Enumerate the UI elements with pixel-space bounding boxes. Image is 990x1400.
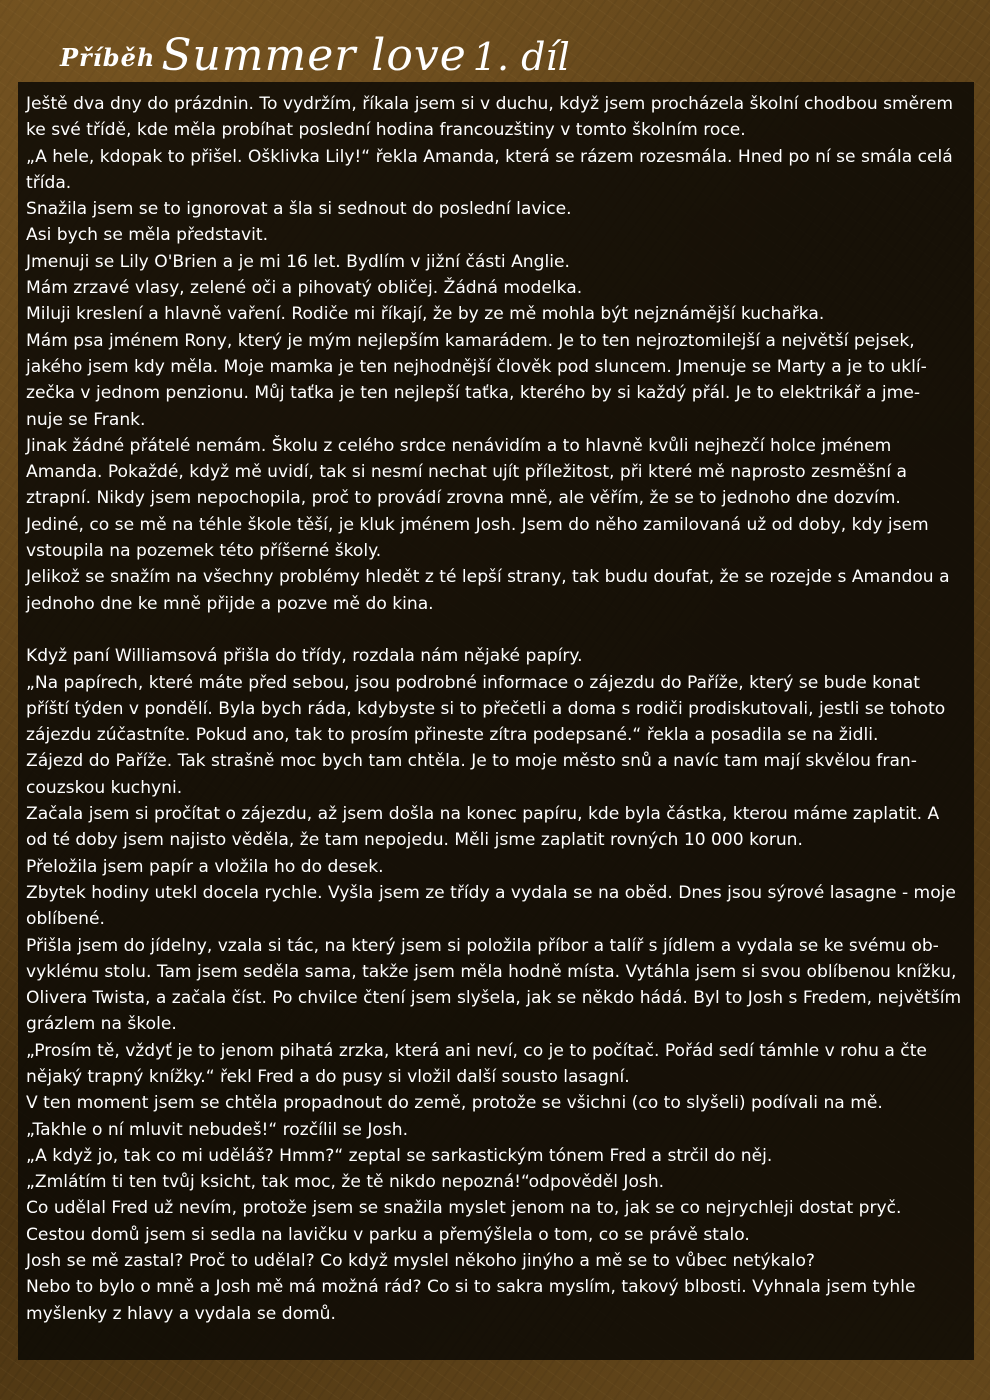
story-paragraph: Zbytek hodiny utekl docela rychle. Vyšla jsem ze třídy a vydala se na oběd. Dnes jsou sýrové lasagne - moje oblíbené.	[26, 882, 956, 930]
story-paragraph: V ten moment jsem se chtěla propadnout do země, protože se všichni (co to slyšeli) podívali na mě.	[26, 1093, 883, 1114]
story-label: Příběh	[60, 43, 156, 72]
story-paragraph: „A hele, kdopak to přišel. Ošklivka Lily!“ řekla Amanda, která se rázem rozesmála. Hned po ní se smála celá třída.	[26, 146, 953, 193]
story-paragraph: Přišla jsem do jídelny, vzala si tác, na který jsem si položila příbor a talíř s jídlem a vydala se ke svému ob- vyklému stolu. Tam jsem seděla sama, takže jsem měla hodně místa. Vytáhla jsem si svou oblíbenou knížku, Olivera Twista, a začala číst. Po chvilce čtení jsem slyšela, jak se někdo hádá. Byl to Josh s Fredem, největším grázlem na škole.	[26, 935, 962, 1035]
story-name: Summer love	[161, 30, 467, 81]
story-paragraph: „Prosím tě, vždyť je to jenom pihatá zrzka, která ani neví, co je to počítač. Pořád sedí támhle v rohu a čte nějaký trapný knížky.“ řekl Fred a do pusy si vložil další sousto lasagní.	[26, 1040, 927, 1087]
story-paragraph: Zájezd do Paříže. Tak strašně moc bych tam chtěla. Je to moje město snů a navíc tam mají skvělou fran- couzskou kuchyni.	[26, 751, 917, 798]
story-part: 1. díl	[472, 35, 570, 79]
story-paragraph: Mám zrzavé vlasy, zelené oči a pihovatý obličej. Žádná modelka.	[26, 278, 583, 299]
story-paragraph: „Na papírech, které máte před sebou, jsou podrobné informace o zájezdu do Paříže, který se bude konat příští týden v pondělí. Byla bych ráda, kdybyste si to přečetli a doma s rodiči prodiskutovali, jestli se tohoto zájezdu zúčastníte. Pokud ano, tak to prosím přineste zítra podepsané.“ řekla a posadila se na židli.	[26, 672, 946, 746]
story-paragraph: „Takhle o ní mluvit nebudeš!“ rozčílil se Josh.	[26, 1119, 409, 1140]
story-paragraph: Když paní Williamsová přišla do třídy, rozdala nám nějaké papíry.	[26, 646, 583, 667]
story-paragraph: Jinak žádné přátelé nemám. Školu z celého srdce nenávidím a to hlavně kvůli nejhezčí holce jménem Amanda. Pokaždé, když mě uvidí, tak si nesmí nechat ujít příležitost, při které mě naprosto zesměšní a ztrapní. Nikdy jsem nepochopila, proč to provádí zrovna mně, ale věřím, že se to jednoho dne dozvím.	[26, 435, 908, 509]
story-title	[60, 18, 570, 80]
story-text-panel	[18, 82, 974, 1360]
story-paragraph: Mám psa jménem Rony, který je mým nejlepším kamarádem. Je to ten nejroztomilejší a největší pejsek, jakého jsem kdy měla. Moje mamka je ten nejhodnější člověk pod sluncem. Jmenuje se Marty a je to uklí- zečka v jednom penzionu. Můj taťka je ten nejlepší taťka, kterého by si každý přál. Je to elektrikář a jme- nuje se Frank.	[26, 330, 927, 430]
story-paragraph: Nebo to bylo o mně a Josh mě má možná rád? Co si to sakra myslím, takový blbosti. Vyhnala jsem tyhle myšlenky z hlavy a vydala se domů.	[26, 1277, 916, 1324]
story-paragraph: Jmenuji se Lily O'Brien a je mi 16 let. Bydlím v jižní části Anglie.	[26, 251, 570, 272]
story-paragraph: „Zmlátím ti ten tvůj ksicht, tak moc, že tě nikdo nepozná!“odpověděl Josh.	[26, 1172, 665, 1193]
story-paragraph: Přeložila jsem papír a vložila ho do desek.	[26, 856, 384, 877]
story-paragraph: Miluji kreslení a hlavně vaření. Rodiče mi říkají, že by ze mě mohla být nejznámější kuchařka.	[26, 304, 825, 325]
story-paragraph: Asi bych se měla představit.	[26, 225, 269, 246]
story-paragraph: Jelikož se snažím na všechny problémy hledět z té lepší strany, tak budu doufat, že se rozejde s Amandou a jednoho dne ke mně přijde a pozve mě do kina.	[26, 567, 950, 614]
story-paragraph: Cestou domů jsem si sedla na lavičku v parku a přemýšlela o tom, co se právě stalo.	[26, 1224, 750, 1245]
story-paragraph: Snažila jsem se to ignorovat a šla si sednout do poslední lavice.	[26, 199, 572, 220]
story-paragraph: Co udělal Fred už nevím, protože jsem se snažila myslet jenom na to, jak se co nejrychleji dostat pryč.	[26, 1198, 902, 1219]
paragraph-break	[26, 617, 964, 643]
story-paragraph: Josh se mě zastal? Proč to udělal? Co když myslel někoho jinýho a mě se to vůbec netýkalo?	[26, 1251, 815, 1272]
story-paragraph: Ještě dva dny do prázdnin. To vydržím, říkala jsem si v duchu, když jsem procházela školní chodbou směrem ke své třídě, kde měla probíhat poslední hodina francouzštiny v tomto školním roce.	[26, 94, 954, 141]
story-paragraph: Jediné, co se mě na téhle škole těší, je kluk jménem Josh. Jsem do něho zamilovaná už od doby, kdy jsem vstoupila na pozemek této příšerné školy.	[26, 514, 929, 562]
story-paragraph: „A když jo, tak co mi uděláš? Hmm?“ zeptal se sarkastickým tónem Fred a strčil do něj.	[26, 1145, 773, 1166]
story-paragraph: Začala jsem si pročítat o zájezdu, až jsem došla na konec papíru, kde byla částka, kterou máme zaplatit. A od té doby jsem najisto věděla, že tam nepojedu. Měli jsme zaplatit rovných 10 000 korun.	[26, 804, 940, 851]
